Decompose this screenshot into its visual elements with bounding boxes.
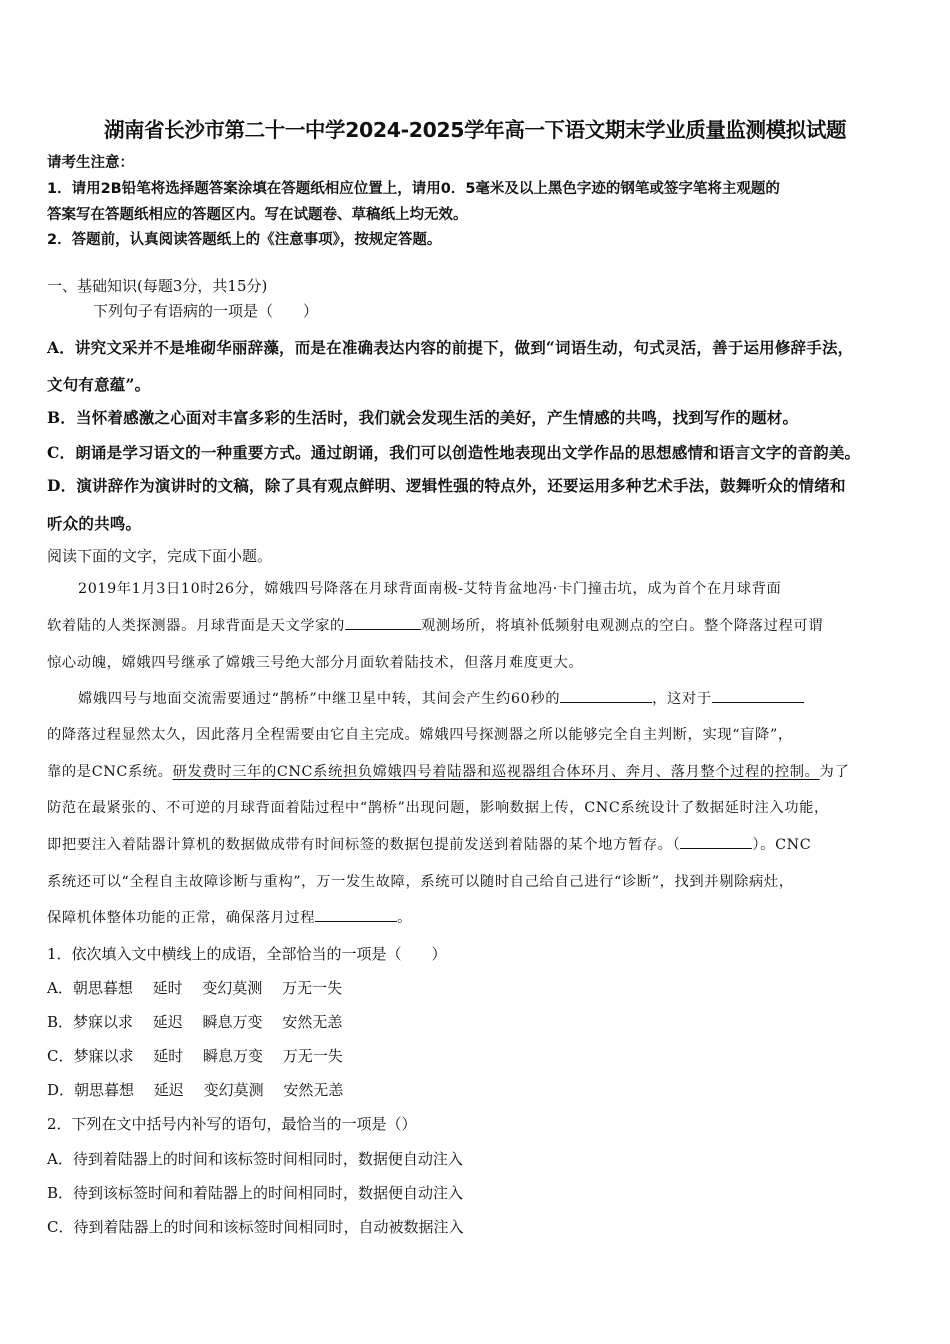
option-d-line2: 听众的共鸣。 bbox=[47, 514, 142, 533]
option-a-line1: A．讲究文采并不是堆砌华丽辞藻，而是在准确表达内容的前提下，做到“词语生动，句式灵活，善于运用修辞手法， bbox=[47, 338, 854, 357]
passage-text: ）。CNC bbox=[752, 837, 812, 853]
passage-p2-line1 bbox=[78, 688, 804, 708]
passage-p1-line2 bbox=[47, 615, 823, 635]
passage-text: 观测场所，将填补低频射电观测点的空白。整个降落过程可谓 bbox=[420, 618, 824, 634]
notice-item-1a: 1．请用2B铅笔将选择题答案涂填在答题纸相应位置上，请用0．5毫米及以上黑色字迹的钢笔或签字笔将主观题的 bbox=[47, 181, 780, 197]
passage-text: 即把要注入着陆器计算机的数据做成带有时间标签的数据包提前发送到着陆器的某个地方暂存。（ bbox=[47, 837, 681, 853]
passage-text: 靠的是CNC系统。 bbox=[47, 764, 173, 780]
page-title: 湖南省长沙市第二十一中学2024-2025学年高一下语文期末学业质量监测模拟试题 bbox=[103, 118, 847, 142]
passage-p2-line5 bbox=[47, 834, 811, 854]
underlined-sentence: 研发费时三年的CNC系统担负嫦娥四号着陆器和巡视器组合体环月、奔月、落月整个过程的控制。 bbox=[172, 764, 820, 780]
passage-p2-line2: 的降落过程显然太久，因此落月全程需要由它自主完成。嫦娥四号探测器之所以能够完全自主判断，实现“盲降”， bbox=[47, 727, 793, 743]
q1-option-b: B．梦寐以求 延迟 瞬息万变 安然无恙 bbox=[47, 1013, 343, 1031]
notice-item-2: 2．答题前，认真阅读答题纸上的《注意事项》，按规定答题。 bbox=[47, 232, 442, 248]
option-b: B．当怀着感激之心面对丰富多彩的生活时，我们就会发现生活的美好，产生情感的共鸣，找到写作的题材。 bbox=[47, 408, 799, 427]
answer-blank-5 bbox=[315, 907, 397, 922]
q1-stem: 1．依次填入文中横线上的成语，全部恰当的一项是（ ） bbox=[47, 945, 447, 963]
option-a-line2: 文句有意蕴”。 bbox=[47, 375, 151, 394]
passage-p1-line3: 惊心动魄，嫦娥四号继承了嫦娥三号绝大部分月面软着陆技术，但落月难度更大。 bbox=[47, 655, 584, 671]
answer-blank-1 bbox=[345, 615, 421, 630]
passage-text: 软着陆的人类探测器。月球背面是天文学家的 bbox=[47, 618, 345, 634]
section-heading: 一、基础知识(每题3分，共15分) bbox=[47, 277, 268, 295]
q2-option-b: B．待到该标签时间和着陆器上的时间相同时，数据便自动注入 bbox=[47, 1184, 464, 1202]
notice-heading: 请考生注意： bbox=[47, 155, 134, 171]
passage-p2-line3 bbox=[47, 761, 849, 781]
passage-text: 。 bbox=[397, 910, 413, 926]
passage-text: 为了 bbox=[819, 764, 850, 780]
q1-option-a: A．朝思暮想 延时 变幻莫测 万无一失 bbox=[47, 979, 343, 997]
passage-text: ，这对于 bbox=[652, 691, 712, 707]
q1-option-d: D．朝思暮想 延迟 变幻莫测 安然无恙 bbox=[47, 1081, 344, 1099]
answer-blank-2 bbox=[560, 688, 652, 703]
q2-option-c: C．待到着陆器上的时间和该标签时间相同时，自动被数据注入 bbox=[47, 1218, 464, 1236]
answer-blank-3 bbox=[712, 688, 804, 703]
question-stem: 下列句子有语病的一项是（ ） bbox=[93, 302, 319, 320]
passage-text: 保障机体整体功能的正常，确保落月过程 bbox=[47, 910, 316, 926]
notice-item-1b: 答案写在答题纸相应的答题区内。写在试题卷、草稿纸上均无效。 bbox=[47, 207, 468, 223]
q1-option-c: C．梦寐以求 延时 瞬息万变 万无一失 bbox=[47, 1047, 343, 1065]
passage-text: 嫦娥四号与地面交流需要通过“鹊桥”中继卫星中转，其间会产生约60秒的 bbox=[78, 691, 561, 707]
answer-blank-4 bbox=[680, 834, 752, 849]
option-c: C．朗诵是学习语文的一种重要方式。通过朗诵，我们可以创造性地表现出文学作品的思想感情和语言文字的音韵美。 bbox=[47, 443, 861, 462]
passage-p2-line4: 防范在最紧张的、不可逆的月球背面着陆过程中“鹊桥”出现问题，影响数据上传，CNC系统设计了数据延时注入功能， bbox=[47, 800, 829, 816]
option-d-line1: D．演讲辞作为演讲时的文稿，除了具有观点鲜明、逻辑性强的特点外，还要运用多种艺术手法，鼓舞听众的情绪和 bbox=[47, 476, 846, 495]
passage-p2-line6: 系统还可以“全程自主故障诊断与重构”，万一发生故障，系统可以随时自己给自己进行“诊断”，找到并剔除病灶， bbox=[47, 874, 794, 890]
reading-instruction: 阅读下面的文字，完成下面小题。 bbox=[47, 547, 273, 565]
q2-stem: 2．下列在文中括号内补写的语句，最恰当的一项是（） bbox=[47, 1115, 417, 1133]
passage-p2-line7 bbox=[47, 907, 412, 927]
passage-p1-line1: 2019年1月3日10时26分，嫦娥四号降落在月球背面南极-艾特肯盆地冯·卡门撞击坑，成为首个在月球背面 bbox=[78, 581, 782, 597]
q2-option-a: A．待到着陆器上的时间和该标签时间相同时，数据便自动注入 bbox=[47, 1150, 463, 1168]
